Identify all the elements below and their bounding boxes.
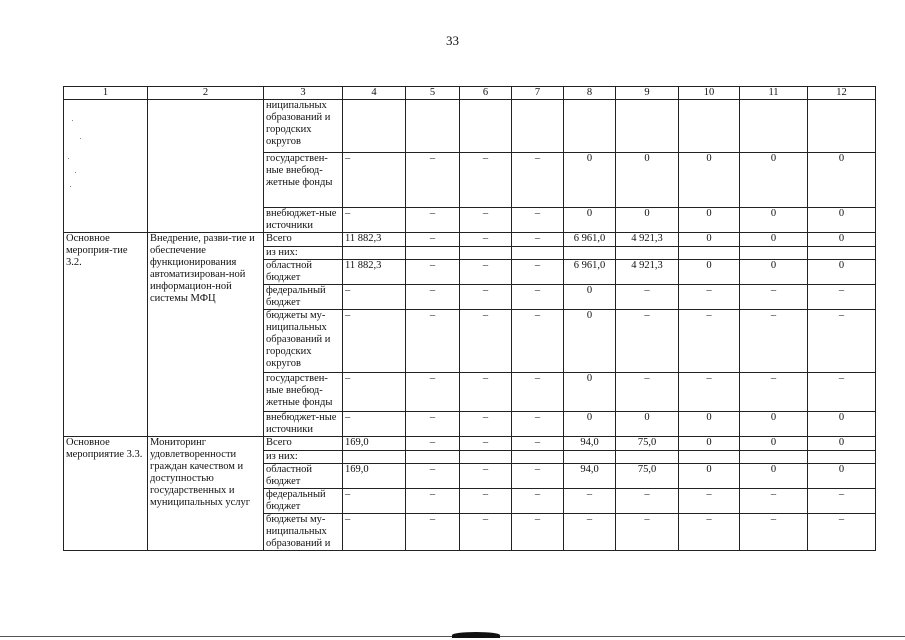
value-cell: – <box>512 310 564 373</box>
value-cell: 0 <box>564 285 616 310</box>
value-cell: – <box>460 233 512 247</box>
value-cell: – <box>679 489 740 514</box>
value-cell: – <box>406 153 460 208</box>
value-cell <box>460 451 512 464</box>
value-cell: – <box>616 310 679 373</box>
value-cell: – <box>512 153 564 208</box>
measure-name-cell: Мониторинг удовлетворенности граждан качеством и доступностью государственных и муниципальных услуг <box>148 437 264 551</box>
value-cell: 0 <box>808 437 876 451</box>
value-cell: 94,0 <box>564 464 616 489</box>
value-cell: – <box>512 208 564 233</box>
funding-source-label: федеральный бюджет <box>264 285 343 310</box>
funding-source-label: Всего <box>264 437 343 451</box>
value-cell: – <box>512 489 564 514</box>
value-cell: – <box>406 310 460 373</box>
value-cell: – <box>740 373 808 412</box>
column-number-header <box>64 87 876 100</box>
scan-speck <box>72 120 73 121</box>
value-cell: – <box>460 412 512 437</box>
value-cell: 0 <box>616 412 679 437</box>
value-cell <box>616 451 679 464</box>
value-cell: – <box>460 310 512 373</box>
value-cell: – <box>460 285 512 310</box>
column-number: 11 <box>740 87 808 100</box>
value-cell <box>740 451 808 464</box>
value-cell: – <box>512 464 564 489</box>
value-cell: – <box>406 233 460 247</box>
value-cell: – <box>343 208 406 233</box>
value-cell: – <box>808 285 876 310</box>
value-cell: – <box>679 514 740 551</box>
value-cell <box>616 100 679 153</box>
value-cell: – <box>740 310 808 373</box>
value-cell <box>460 100 512 153</box>
value-cell: 75,0 <box>616 437 679 451</box>
funding-source-label: из них: <box>264 247 343 260</box>
value-cell: 0 <box>679 437 740 451</box>
column-number: 3 <box>264 87 343 100</box>
value-cell: 0 <box>564 153 616 208</box>
value-cell: – <box>460 260 512 285</box>
value-cell: 0 <box>616 153 679 208</box>
value-cell: – <box>679 373 740 412</box>
value-cell <box>343 100 406 153</box>
value-cell: 0 <box>564 412 616 437</box>
value-cell: 6 961,0 <box>564 233 616 247</box>
value-cell <box>343 451 406 464</box>
value-cell: 94,0 <box>564 437 616 451</box>
value-cell: – <box>616 285 679 310</box>
value-cell: – <box>512 514 564 551</box>
value-cell: – <box>406 260 460 285</box>
budget-table <box>63 86 876 551</box>
funding-source-label: внебюджет-ные источники <box>264 208 343 233</box>
value-cell <box>808 100 876 153</box>
funding-source-label: внебюджет-ные источники <box>264 412 343 437</box>
funding-source-label: бюджеты му-ниципальных образований и городских округов <box>264 310 343 373</box>
value-cell <box>564 247 616 260</box>
value-cell: 0 <box>740 437 808 451</box>
funding-source-label: Всего <box>264 233 343 247</box>
column-number: 2 <box>148 87 264 100</box>
value-cell: – <box>512 233 564 247</box>
value-cell: 0 <box>740 208 808 233</box>
value-cell: 0 <box>808 412 876 437</box>
value-cell <box>512 451 564 464</box>
value-cell: – <box>616 489 679 514</box>
page-number: 33 <box>446 33 459 48</box>
value-cell <box>679 247 740 260</box>
value-cell: 0 <box>740 260 808 285</box>
value-cell: – <box>343 310 406 373</box>
column-number: 12 <box>808 87 876 100</box>
value-cell: 0 <box>679 153 740 208</box>
value-cell: – <box>406 514 460 551</box>
value-cell: 169,0 <box>343 437 406 451</box>
value-cell: 0 <box>564 208 616 233</box>
value-cell: 11 882,3 <box>343 233 406 247</box>
funding-source-label: ниципальных образований и городских округов <box>264 100 343 153</box>
funding-source-label: государствен-ные внебюд-жетные фонды <box>264 373 343 412</box>
value-cell: – <box>343 373 406 412</box>
value-cell <box>343 247 406 260</box>
value-cell: 0 <box>679 412 740 437</box>
value-cell: – <box>460 153 512 208</box>
value-cell: 0 <box>808 233 876 247</box>
value-cell: – <box>679 285 740 310</box>
value-cell: 0 <box>808 260 876 285</box>
column-number: 9 <box>616 87 679 100</box>
value-cell: – <box>406 437 460 451</box>
funding-source-label: из них: <box>264 451 343 464</box>
value-cell: – <box>460 489 512 514</box>
funding-source-label: бюджеты му-ниципальных образований и <box>264 514 343 551</box>
value-cell: – <box>512 412 564 437</box>
table-row <box>64 437 876 451</box>
value-cell <box>512 100 564 153</box>
value-cell <box>679 451 740 464</box>
value-cell: – <box>808 310 876 373</box>
value-cell: – <box>808 489 876 514</box>
value-cell: 0 <box>679 233 740 247</box>
measure-code-cell: Основное мероприятие 3.3. <box>64 437 148 551</box>
value-cell: – <box>406 208 460 233</box>
value-cell: 0 <box>808 153 876 208</box>
value-cell: – <box>512 373 564 412</box>
column-number: 8 <box>564 87 616 100</box>
value-cell: – <box>679 310 740 373</box>
table-row <box>64 233 876 247</box>
scan-speck <box>75 172 76 173</box>
value-cell: – <box>343 285 406 310</box>
value-cell: – <box>740 489 808 514</box>
value-cell <box>740 247 808 260</box>
value-cell: – <box>460 208 512 233</box>
measure-code-cell: Основное мероприя-тие 3.2. <box>64 233 148 437</box>
column-number: 5 <box>406 87 460 100</box>
value-cell: – <box>406 464 460 489</box>
value-cell: – <box>460 514 512 551</box>
value-cell <box>564 100 616 153</box>
value-cell: – <box>564 489 616 514</box>
value-cell: – <box>406 373 460 412</box>
value-cell: – <box>406 489 460 514</box>
value-cell: – <box>460 437 512 451</box>
value-cell: 4 921,3 <box>616 260 679 285</box>
value-cell: – <box>616 373 679 412</box>
value-cell: – <box>740 285 808 310</box>
column-number: 4 <box>343 87 406 100</box>
value-cell: 0 <box>616 208 679 233</box>
column-number: 7 <box>512 87 564 100</box>
value-cell <box>406 100 460 153</box>
value-cell: 0 <box>679 208 740 233</box>
value-cell: – <box>343 489 406 514</box>
value-cell: – <box>460 373 512 412</box>
value-cell <box>460 247 512 260</box>
value-cell: 0 <box>679 464 740 489</box>
value-cell <box>679 100 740 153</box>
funding-source-label: областной бюджет <box>264 464 343 489</box>
value-cell: – <box>343 153 406 208</box>
value-cell: 0 <box>740 233 808 247</box>
value-cell: 0 <box>564 373 616 412</box>
column-number: 10 <box>679 87 740 100</box>
funding-source-label: федеральный бюджет <box>264 489 343 514</box>
value-cell: – <box>616 514 679 551</box>
value-cell <box>406 247 460 260</box>
scan-speck <box>80 138 81 139</box>
scan-artifact <box>452 632 500 638</box>
value-cell: – <box>343 412 406 437</box>
value-cell: 0 <box>740 153 808 208</box>
value-cell <box>808 451 876 464</box>
value-cell <box>564 451 616 464</box>
column-number: 6 <box>460 87 512 100</box>
funding-source-label: областной бюджет <box>264 260 343 285</box>
value-cell: – <box>406 412 460 437</box>
value-cell <box>406 451 460 464</box>
value-cell: 0 <box>740 412 808 437</box>
value-cell: – <box>343 514 406 551</box>
value-cell: – <box>406 285 460 310</box>
value-cell: – <box>512 285 564 310</box>
funding-source-label: государствен-ные внебюд-жетные фонды <box>264 153 343 208</box>
value-cell <box>808 247 876 260</box>
value-cell: 6 961,0 <box>564 260 616 285</box>
scan-speck <box>70 186 71 187</box>
value-cell: – <box>512 437 564 451</box>
column-number: 1 <box>64 87 148 100</box>
measure-name-cell: Внедрение, разви-тие и обеспечение функционирования автоматизирован-ной информацион-ной системы МФЦ <box>148 233 264 437</box>
value-cell: 0 <box>740 464 808 489</box>
value-cell <box>740 100 808 153</box>
value-cell: 75,0 <box>616 464 679 489</box>
value-cell: – <box>808 514 876 551</box>
value-cell: – <box>808 373 876 412</box>
value-cell: 11 882,3 <box>343 260 406 285</box>
measure-name-cell <box>148 100 264 233</box>
value-cell: – <box>512 260 564 285</box>
value-cell: – <box>740 514 808 551</box>
value-cell: 0 <box>564 310 616 373</box>
value-cell: – <box>460 464 512 489</box>
value-cell <box>616 247 679 260</box>
value-cell: – <box>564 514 616 551</box>
value-cell: 0 <box>808 464 876 489</box>
value-cell: 0 <box>679 260 740 285</box>
value-cell <box>512 247 564 260</box>
measure-code-cell <box>64 100 148 233</box>
table-row <box>64 100 876 153</box>
value-cell: 169,0 <box>343 464 406 489</box>
scan-speck <box>68 158 69 159</box>
value-cell: 4 921,3 <box>616 233 679 247</box>
value-cell: 0 <box>808 208 876 233</box>
